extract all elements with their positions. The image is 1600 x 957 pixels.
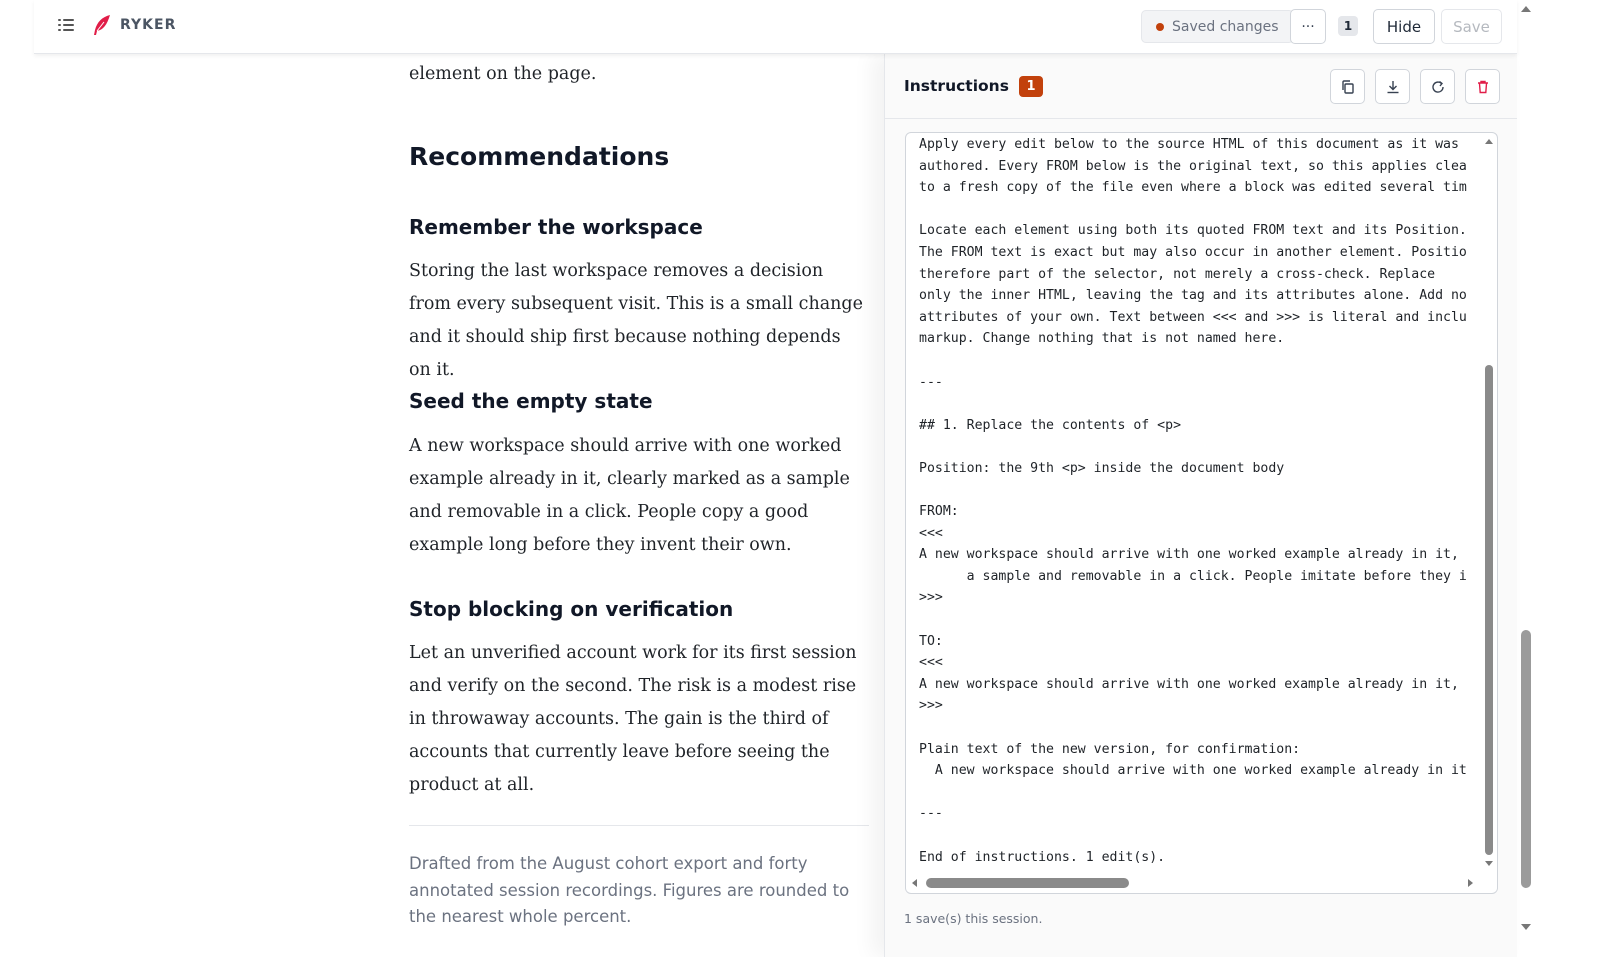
recommendation-body: Storing the last workspace removes a decision from every subsequent visit. This is a small change and it should ship first because nothing depends on it. <box>409 261 863 380</box>
scroll-left-arrow-icon[interactable] <box>912 879 917 887</box>
copy-button[interactable] <box>1330 69 1365 104</box>
recommendation-heading: Remember the workspace <box>409 215 703 239</box>
recommendation-body: A new workspace should arrive with one worked example already in it, clearly marked as a sample and removable in a click. People copy a good example long before they invent their own. <box>409 436 850 555</box>
pending-count-badge: 1 <box>1338 16 1358 36</box>
instructions-panel <box>884 54 1517 957</box>
recommendation-body: Let an unverified account work for its first session and verify on the second. The risk is a modest rise in throwaway accounts. The gain is the third of accounts that currently leave before seeing the product at all. <box>409 643 857 795</box>
delete-button[interactable] <box>1465 69 1500 104</box>
instructions-text[interactable]: Apply every edit below to the source HTML of this document as it was authored. Every FROM below is the original text, so this applies clea to a fresh copy of the file even where a block was edited several tim Locate each element using both its quoted FROM text and its Position. The FROM text is exact but may also occur in another element. Positio therefore part of the selector, not merely a cross-check. Replace only the inner HTML, leaving the tag and its attributes alone. Add no attributes of your own. Text between <<< and >>> is literal and inclu markup. Change nothing that is not named here. --- ## 1. Replace the contents of <p> Position: the 9th <p> inside the document body FROM: <<< A new workspace should arrive with one worked example already in it, a sample and removable in a click. People imitate before they i >>> TO: <<< A new workspace should arrive with one worked example already in it, >>> Plain text of the new version, for confirmation: A new workspace should arrive with one worked example already in it --- End of instructions. 1 edit(s). <box>919 137 1467 865</box>
more-options-button[interactable]: ··· <box>1290 9 1326 44</box>
status-dot-icon <box>1156 23 1164 31</box>
hide-button[interactable]: Hide <box>1373 9 1435 44</box>
brand-name: RYKER <box>120 17 177 33</box>
top-bar <box>34 0 1517 54</box>
refresh-button[interactable] <box>1420 69 1455 104</box>
panel-title: Instructions <box>904 77 1009 95</box>
recommendation-heading: Seed the empty state <box>409 389 653 413</box>
paragraph-fragment: element on the page. <box>409 64 597 84</box>
footnote-divider <box>409 825 869 826</box>
page-scrollbar-thumb[interactable] <box>1521 630 1531 888</box>
footnote: Drafted from the August cohort export and forty annotated session recordings. Figures are rounded to the nearest whole percent. <box>409 854 850 926</box>
scroll-right-arrow-icon[interactable] <box>1468 879 1473 887</box>
refresh-icon <box>1430 79 1446 95</box>
status-label: Saved changes <box>1172 18 1279 35</box>
save-button[interactable]: Save <box>1441 9 1502 44</box>
trash-icon <box>1475 79 1491 95</box>
horizontal-scrollbar-thumb[interactable] <box>926 878 1129 888</box>
page-scroll-down-icon[interactable] <box>1521 924 1531 930</box>
recommendation-heading: Stop blocking on verification <box>409 597 734 621</box>
section-title: Recommendations <box>409 142 670 171</box>
instructions-textarea[interactable] <box>905 132 1498 894</box>
copy-icon <box>1340 79 1356 95</box>
saved-status-pill <box>1141 10 1294 43</box>
session-save-count: 1 save(s) this session. <box>904 911 1043 926</box>
scroll-up-arrow-icon[interactable] <box>1485 139 1493 144</box>
download-icon <box>1385 79 1401 95</box>
brand[interactable] <box>92 14 176 36</box>
page-scroll-up-icon[interactable] <box>1521 6 1531 12</box>
scroll-down-arrow-icon[interactable] <box>1485 861 1493 866</box>
panel-divider <box>885 118 1517 119</box>
menu-icon[interactable] <box>58 18 74 32</box>
feather-logo-icon <box>92 14 112 36</box>
vertical-scrollbar-thumb[interactable] <box>1485 365 1493 855</box>
download-button[interactable] <box>1375 69 1410 104</box>
instructions-count-badge: 1 <box>1019 76 1043 97</box>
